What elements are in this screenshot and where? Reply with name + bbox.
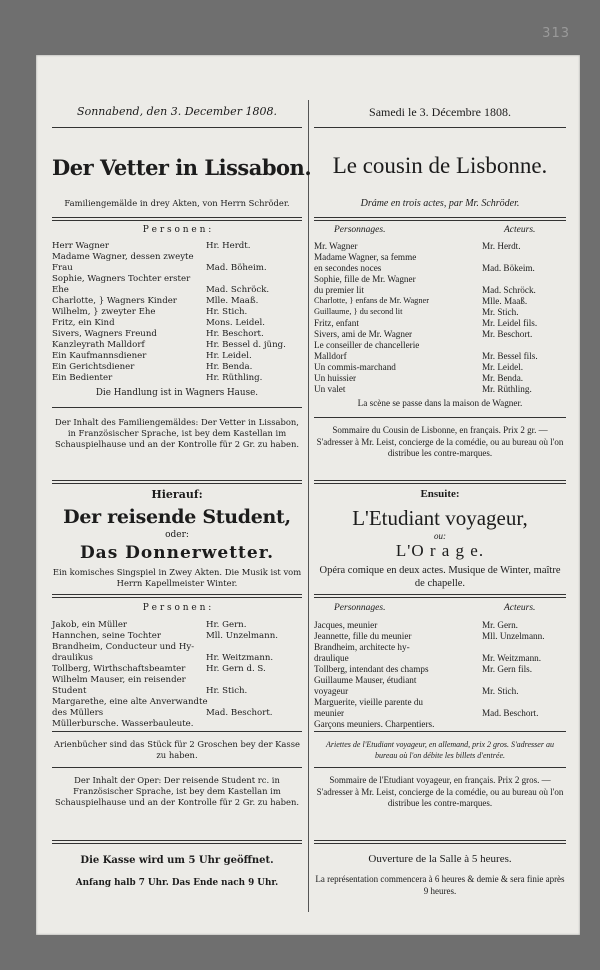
divider — [314, 594, 566, 598]
divider — [314, 731, 566, 732]
playbill-sheet — [36, 55, 580, 935]
cast-role: Sivers, Wagners Freund — [52, 329, 157, 339]
divider — [52, 127, 302, 128]
cast-role: draulique — [314, 653, 349, 663]
french-date: Samedi le 3. Décembre 1808. — [369, 105, 511, 119]
cast-actor: Mr. Gern fils. — [482, 664, 533, 674]
cast-role: Müllerbursche. Wasserbauleute. — [52, 719, 194, 729]
cast-actor: Hr. Leidel. — [206, 351, 252, 361]
divider — [52, 767, 302, 768]
cast-actor: Mr. Bessel fils. — [482, 351, 538, 361]
actors-heading: Acteurs. — [504, 603, 536, 613]
cast-role: Garçons meuniers. Charpentiers. — [314, 719, 435, 729]
opera-description-german: Ein komisches Singspiel in Zwey Akten. Die Musik ist vom Herrn Kapellmeister Winter. — [52, 567, 302, 588]
cast-role: Un commis-marchand — [314, 362, 396, 372]
play-title-german: Der Vetter in Lissabon. — [52, 155, 312, 180]
hall-opening-french: Ouverture de la Salle à 5 heures. — [368, 853, 512, 865]
cast-actor: Mr. Beschort. — [482, 329, 533, 339]
cast-role: Ein Gerichtsdiener — [52, 362, 135, 372]
cast-actor: Mad. Schröck. — [206, 285, 270, 295]
cast-role: des Müllers — [52, 708, 104, 718]
cast-actor: Mll. Unzelmann. — [206, 631, 278, 641]
cast-role: Jeannette, fille du meunier — [314, 631, 412, 641]
roles-heading: Personnages. — [334, 225, 386, 235]
ou-label: ou: — [434, 531, 446, 541]
cast-role: Jakob, ein Müller — [52, 620, 128, 630]
cast-role: Wilhelm, } zweyter Ehe — [52, 307, 156, 317]
divider — [52, 480, 302, 484]
cast-role: Guillaume, } du second lit — [314, 307, 403, 316]
cast-actor: Mons. Leidel. — [206, 318, 265, 328]
summary-note-french: Sommaire du Cousin de Lisbonne, en français. Prix 2 gr. — S'adresser à Mr. Leist, concierge de la comédie, ou au bureau où l'on distribue les contre-marques. — [316, 425, 564, 458]
cast-role: draulikus — [52, 653, 93, 663]
roles-heading: Personnages. — [334, 603, 386, 613]
cast-role: en secondes noces — [314, 263, 382, 273]
column-divider — [308, 100, 309, 912]
cast-actor: Mr. Rüthling. — [482, 384, 532, 394]
setting-german: Die Handlung ist in Wagners Hause. — [95, 388, 259, 398]
cast-role: Guillaume Mauser, étudiant — [314, 675, 417, 685]
divider — [314, 767, 566, 768]
cast-role: voyageur — [314, 686, 349, 696]
divider — [314, 127, 566, 128]
cast-role: Tollberg, intendant des champs — [314, 664, 429, 674]
cast-role: meunier — [314, 708, 345, 718]
cast-actor: Mlle. Maaß. — [482, 296, 528, 306]
cast-actor: Mad. Böheim. — [206, 263, 267, 273]
actors-heading: Acteurs. — [504, 225, 536, 235]
cast-actor: Mad. Schröck. — [482, 285, 536, 295]
cast-actor: Mr. Stich. — [482, 307, 519, 317]
divider — [52, 840, 302, 844]
german-date: Sonnabend, den 3. December 1808. — [77, 105, 277, 118]
cast-actor: Mad. Beschort. — [482, 708, 539, 718]
cast-role: Mr. Wagner — [314, 241, 358, 251]
divider — [52, 407, 302, 408]
cast-actor: Hr. Beschort. — [206, 329, 264, 339]
divider — [52, 731, 302, 732]
divider — [314, 217, 566, 221]
cast-actor: Mad. Beschort. — [206, 708, 273, 718]
cast-role: Tollberg, Wirthschaftsbeamter — [52, 664, 186, 674]
cast-actor: Mr. Gern. — [482, 620, 518, 630]
cast-role: Un valet — [314, 384, 346, 394]
cast-role: Un huissier — [314, 373, 357, 383]
cast-role: Sophie, Wagners Tochter erster — [52, 274, 191, 284]
cast-role: Madame Wagner, dessen zweyte — [52, 252, 194, 262]
cast-actor: Hr. Bessel d. jüng. — [206, 340, 286, 350]
cast-actor: Mlle. Maaß. — [206, 296, 259, 306]
cast-actor: Hr. Gern d. S. — [206, 664, 266, 674]
cast-heading: P e r s o n e n : — [142, 603, 212, 613]
cast-role: Marguerite, vieille parente du — [314, 697, 424, 707]
cast-actor: Hr. Herdt. — [206, 241, 251, 251]
box-office-opening-german: Die Kasse wird um 5 Uhr geöffnet. — [80, 855, 274, 866]
cast-role: du premier lit — [314, 285, 365, 295]
cast-role: Charlotte, } Wagners Kinder — [52, 296, 177, 306]
start-end-time-german: Anfang halb 7 Uhr. Das Ende nach 9 Uhr. — [75, 878, 279, 888]
opera-title-german: Der reisende Student, — [63, 506, 291, 528]
cast-role: Sivers, ami de Mr. Wagner — [314, 329, 413, 339]
cast-role: Jacques, meunier — [314, 620, 378, 630]
divider — [52, 594, 302, 598]
cast-role: Ein Bedienter — [52, 373, 113, 383]
cast-actor: Mr. Benda. — [482, 373, 524, 383]
cast-role: Brandheim, Conducteur und Hy- — [52, 642, 195, 652]
opera-summary-note-french: Sommaire de l'Etudiant voyageur, en français. Prix 2 gros. — S'adresser à Mr. Leist, concierge de la comédie, ou au bureau où l'on distribue les contre-marques. — [316, 775, 564, 808]
libretto-note-french: Ariettes de l'Etudiant voyageur, en allemand, prix 2 gros. S'adresser au bureau où l'on débite les billets d'entrée. — [326, 740, 554, 760]
cast-role: Student — [52, 686, 87, 696]
cast-role: Herr Wagner — [52, 241, 109, 251]
cast-role: Hannchen, seine Tochter — [52, 631, 161, 641]
cast-role: Charlotte, } enfans de Mr. Wagner — [314, 296, 430, 305]
divider — [52, 217, 302, 221]
cast-actor: Hr. Benda. — [206, 362, 253, 372]
cast-actor: Mr. Leidel. — [482, 362, 524, 372]
hierauf-label: Hierauf: — [151, 488, 203, 501]
oder-label: oder: — [165, 530, 189, 540]
opera-title-french: L'Etudiant voyageur, — [352, 506, 528, 530]
cast-actor: Mad. Bökeim. — [482, 263, 535, 273]
cast-role: Madame Wagner, sa femme — [314, 252, 417, 262]
cast-role: Frau — [52, 263, 73, 273]
cast-actor: Hr. Stich. — [206, 686, 248, 696]
cast-actor: Hr. Gern. — [206, 620, 247, 630]
cast-actor: Mr. Herdt. — [482, 241, 521, 251]
cast-role: Sophie, fille de Mr. Wagner — [314, 274, 416, 284]
setting-french: La scène se passe dans la maison de Wagner. — [357, 398, 523, 408]
cast-role: Fritz, ein Kind — [52, 318, 115, 328]
divider — [314, 480, 566, 484]
play-title-french: Le cousin de Lisbonne. — [332, 153, 548, 178]
opera-subtitle-title-german: Das Donnerwetter. — [79, 543, 275, 563]
cast-actor: Mr. Weitzmann. — [482, 653, 542, 663]
cast-role: Margarethe, eine alte Anverwandte — [52, 697, 208, 707]
opera-subtitle-title-french: L'O r a g e. — [395, 541, 485, 560]
cast-actor: Mr. Stich. — [482, 686, 519, 696]
cast-actor: Hr. Stich. — [206, 307, 248, 317]
play-subtitle-german: Familiengemälde in drey Akten, von Herrn Schröder. — [64, 198, 290, 208]
opera-description-french: Opéra comique en deux actes. Musique de Winter, maître de chapelle. — [319, 565, 561, 589]
divider — [314, 840, 566, 844]
play-subtitle-french: Dráme en trois actes, par Mr. Schröder. — [360, 198, 520, 209]
libretto-note-german: Arienbücher sind das Stück für 2 Groschen bey der Kasse zu haben. — [54, 739, 300, 760]
cast-role: Brandheim, architecte hy- — [314, 642, 410, 652]
performance-time-french: La représentation commencera à 6 heures & demie & sera finie après 9 heures. — [315, 874, 565, 896]
ensuite-label: Ensuite: — [420, 488, 460, 500]
cast-role: Ehe — [52, 285, 69, 295]
divider — [314, 417, 566, 418]
summary-note-german: Der Inhalt des Familiengemäldes: Der Vetter in Lissabon, in Französischer Sprache, ist bey dem Kastellan im Schauspielhause und an der Kontrolle für 2 Gr. zu haben. — [54, 417, 300, 449]
cast-actor: Hr. Weitzmann. — [206, 653, 274, 663]
cast-role: Wilhelm Mauser, ein reisender — [52, 675, 186, 685]
cast-actor: Hr. Rüthling. — [206, 373, 263, 383]
cast-role: Ein Kaufmannsdiener — [52, 351, 147, 361]
cast-role: Kanzleyrath Malldorf — [52, 340, 145, 350]
page-number: 313 — [542, 26, 570, 41]
cast-role: Fritz, enfant — [314, 318, 359, 328]
opera-summary-note-german: Der Inhalt der Oper: Der reisende Student rc. in Französischer Sprache, ist bey dem Kastellan im Schauspielhause und an der Kontrolle für 2 Gr. zu haben. — [54, 775, 300, 807]
cast-heading: P e r s o n e n : — [142, 225, 212, 235]
cast-actor: Mll. Unzelmann. — [482, 631, 545, 641]
cast-actor: Mr. Leidel fils. — [482, 318, 538, 328]
cast-role: Malldorf — [314, 351, 347, 361]
cast-role: Le conseiller de chancellerie — [314, 340, 420, 350]
